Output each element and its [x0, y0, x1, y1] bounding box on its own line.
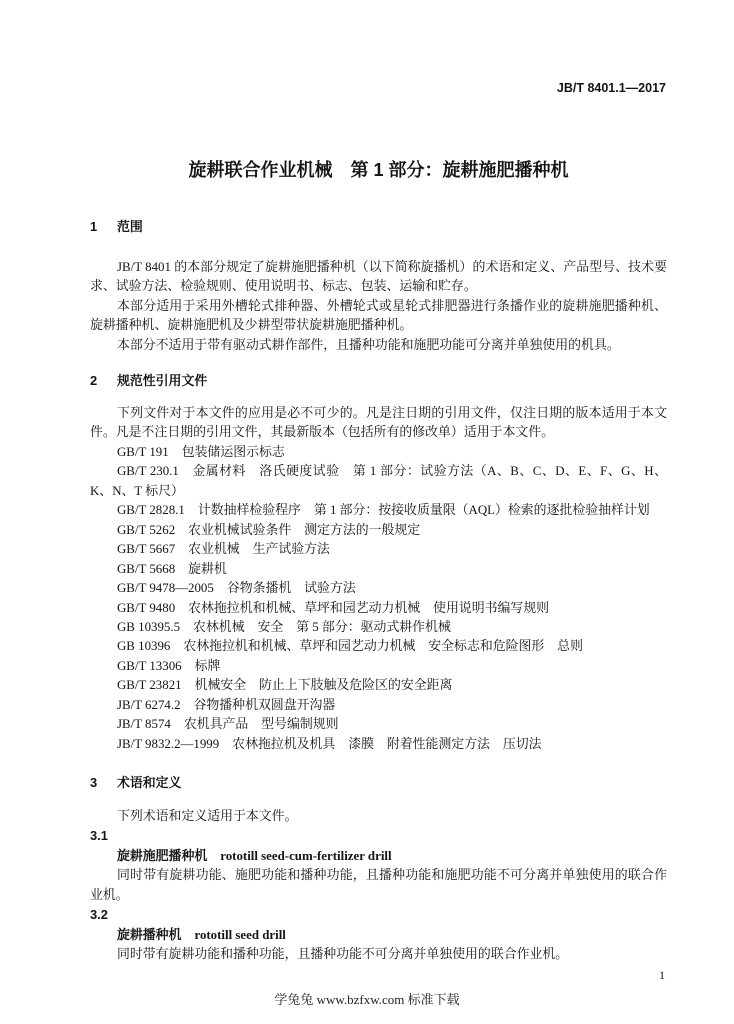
reference-item [90, 521, 667, 540]
section-title: 术语和定义 [117, 775, 182, 790]
reference-code: GB/T 5667 [117, 542, 176, 557]
reference-title: 农机具产品 型号编制规则 [183, 717, 339, 732]
reference-code: GB/T 13306 [117, 658, 182, 673]
term-english: rototill seed-cum-fertilizer drill [220, 848, 392, 863]
reference-item [90, 599, 667, 618]
reference-title: 计数抽样检验程序 第 1 部分：按接收质量限（AQL）检索的逐批检验抽样计划 [197, 503, 650, 518]
reference-item [90, 540, 667, 559]
reference-item [90, 501, 667, 520]
document-title: 旋耕联合作业机械 第 1 部分：旋耕施肥播种机 [188, 160, 569, 180]
reference-title: 农林拖拉机和机械、草坪和园艺动力机械 安全标志和危险图形 总则 [183, 639, 583, 654]
section-number: 2 [90, 373, 98, 388]
term-english: rototill seed drill [194, 927, 286, 942]
reference-item [90, 735, 667, 754]
term-heading [90, 846, 667, 866]
paragraph: 下列文件对于本文件的应用是必不可少的。凡是注日期的引用文件，仅注日期的版本适用于本文件。凡是不注日期的引用文件，其最新版本（包括所有的修改单）适用于本文件。 [90, 406, 667, 440]
reference-code: JB/T 9832.2—1999 [117, 736, 220, 751]
term-chinese: 旋耕播种机 [117, 926, 182, 942]
reference-item [90, 443, 667, 462]
reference-title: 农业机械试验条件 测定方法的一般规定 [188, 522, 421, 537]
term-chinese: 旋耕施肥播种机 [117, 847, 208, 863]
reference-title: 谷物播种机双圆盘开沟器 [193, 697, 336, 712]
reference-code: GB/T 23821 [117, 678, 182, 693]
paragraph: JB/T 8401 的本部分规定了旋耕施肥播种机（以下简称旋播机）的术语和定义、产品型号、技术要求、试验方法、检验规则、使用说明书、标志、包装、运输和贮存。 [90, 260, 667, 294]
footer-watermark: 学兔兔 www.bzfxw.com 标准下载 [274, 992, 460, 1007]
reference-title: 农林拖拉机及机具 漆膜 附着性能测定方法 压切法 [232, 736, 542, 751]
section-heading-normative-references [90, 371, 667, 390]
reference-title: 农林机械 安全 第 5 部分：驱动式耕作机械 [193, 619, 451, 634]
reference-item [90, 637, 667, 656]
reference-code: GB/T 2828.1 [117, 503, 185, 518]
section-body-normative-references [90, 404, 667, 754]
page-number: 1 [659, 968, 665, 982]
term-number: 3.2 [90, 907, 108, 923]
reference-item [90, 676, 667, 695]
reference-item [90, 618, 667, 637]
reference-item [90, 696, 667, 715]
term-definition: 同时带有旋耕功能、施肥功能和播种功能，且播种功能和施肥功能不可分离并单独使用的联合作业机。 [90, 868, 667, 902]
reference-item [90, 715, 667, 734]
reference-item [90, 462, 667, 501]
paragraph: 本部分适用于采用外槽轮式排种器、外槽轮式或星轮式排肥器进行条播作业的旋耕施肥播种机、旋耕播种机、旋耕施肥机及少耕型带状旋耕施肥播种机。 [90, 298, 667, 333]
section-number: 1 [90, 219, 98, 234]
paragraph: 下列术语和定义适用于本文件。 [117, 809, 298, 823]
reference-code: JB/T 8574 [117, 717, 171, 732]
reference-title: 包装储运图示标志 [181, 444, 285, 459]
reference-item [90, 560, 667, 579]
reference-code: GB/T 9478—2005 [117, 581, 214, 596]
reference-code: GB/T 5668 [117, 561, 176, 576]
reference-code: JB/T 6274.2 [117, 697, 181, 712]
reference-item [90, 579, 667, 598]
reference-title: 金属材料 洛氏硬度试验 第 1 部分：试验方法（A、B、C、D、E、F、G、H、K、N、T 标尺） [90, 464, 667, 498]
reference-code: GB/T 191 [117, 444, 169, 459]
reference-title: 机械安全 防止上下肢触及危险区的安全距离 [194, 678, 453, 693]
reference-code: GB/T 5262 [117, 522, 176, 537]
section-title: 规范性引用文件 [117, 373, 208, 388]
section-body-terms-and-definitions [90, 807, 667, 965]
reference-title: 农业机械 生产试验方法 [188, 542, 330, 557]
reference-code: GB/T 230.1 [117, 464, 179, 479]
section-title: 范围 [117, 219, 143, 234]
section-heading-scope [90, 217, 667, 236]
reference-code: GB 10396 [117, 639, 171, 654]
reference-code: GB 10395.5 [117, 619, 181, 634]
paragraph: 本部分不适用于带有驱动式耕作部件，且播种功能和施肥功能可分离并单独使用的机具。 [117, 337, 620, 352]
section-heading-terms-and-definitions [90, 773, 667, 792]
document-number: JB/T 8401.1—2017 [556, 81, 666, 95]
section-body-scope [90, 258, 667, 355]
term-number: 3.1 [90, 828, 108, 844]
section-number: 3 [90, 775, 98, 790]
reference-title: 农林拖拉机和机械、草坪和园艺动力机械 使用说明书编写规则 [188, 600, 550, 615]
term-definition: 同时带有旋耕功能和播种功能，且播种功能不可分离并单独使用的联合作业机。 [117, 947, 569, 962]
reference-item [90, 657, 667, 676]
reference-title: 标牌 [194, 658, 221, 673]
term-heading [90, 925, 667, 945]
reference-code: GB/T 9480 [117, 600, 176, 615]
reference-title: 谷物条播机 试验方法 [226, 581, 356, 596]
reference-title: 旋耕机 [188, 561, 227, 576]
